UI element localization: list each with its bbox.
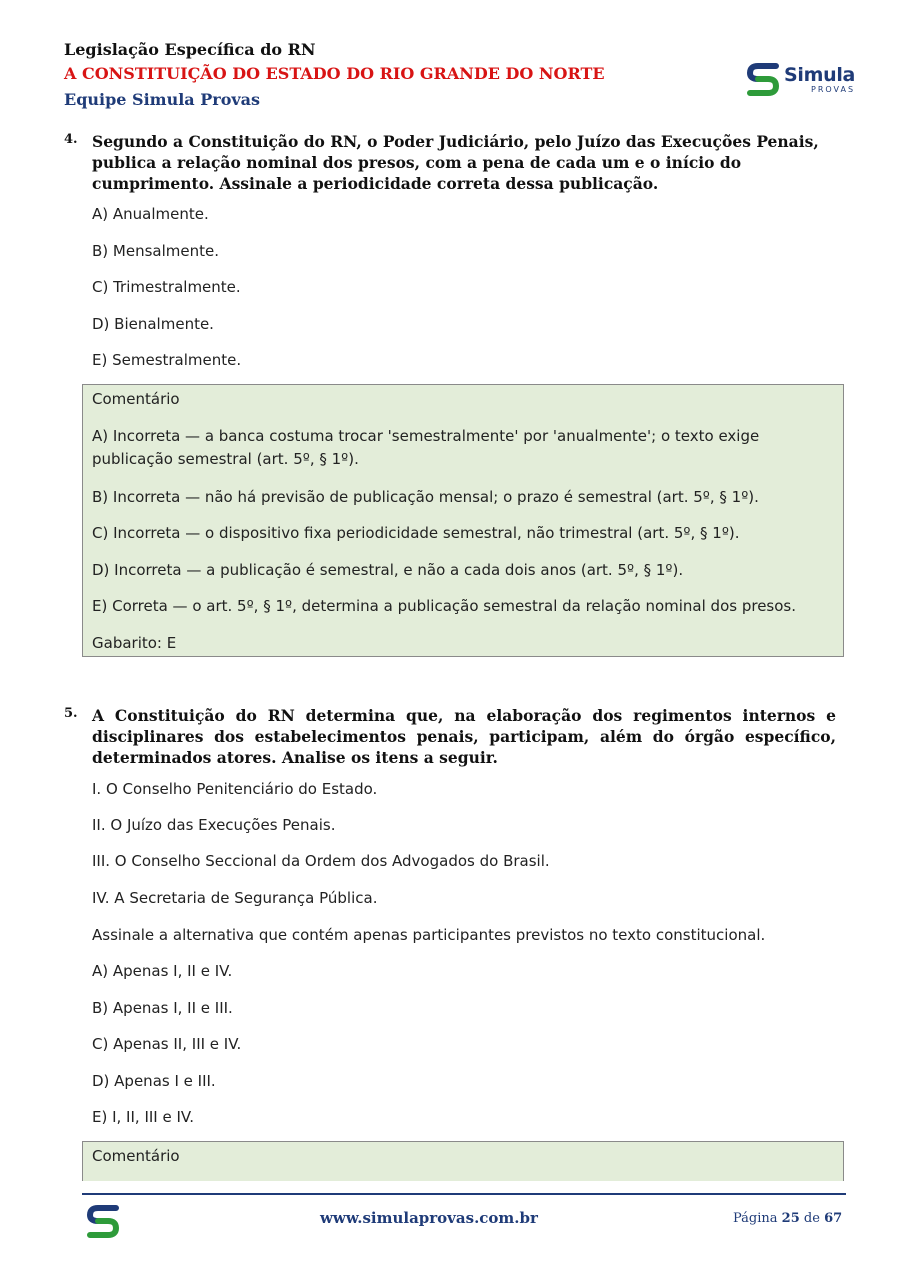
item-text: II. O Juízo das Execuções Penais. xyxy=(92,816,336,834)
q5-item-4 xyxy=(64,888,836,908)
document-title: A CONSTITUIÇÃO DO ESTADO DO RIO GRANDE DO NORTE xyxy=(64,64,605,83)
option-text: E) I, II, III e IV. xyxy=(92,1108,194,1126)
footer-website-link[interactable]: www.simulaprovas.com.br xyxy=(320,1209,538,1227)
item-text: IV. A Secretaria de Segurança Pública. xyxy=(92,889,378,907)
comment-line-a: A) Incorreta — a banca costuma trocar 'semestralmente' por 'anualmente'; o texto exige publicação semestral (art. 5º, § 1º). xyxy=(92,427,760,468)
question-stem: Segundo a Constituição do RN, o Poder Judiciário, pelo Juízo das Execuções Penais, publica a relação nominal dos presos, com a pena de cada um e o início do cumprimento. Assinale a periodicidade correta dessa publicação. xyxy=(92,132,819,193)
question-stem: A Constituição do RN determina que, na elaboração dos regimentos internos e disciplinares dos estabelecimentos penais, participam, além do órgão específico, determinados atores. Analise os itens a seguir. xyxy=(92,706,836,767)
comment-title: Comentário xyxy=(92,390,180,408)
q5-option-a xyxy=(64,961,836,981)
option-text: C) Apenas II, III e IV. xyxy=(92,1035,242,1053)
q5-option-d xyxy=(64,1071,836,1091)
comment-line-e: E) Correta — o art. 5º, § 1º, determina a publicação semestral da relação nominal dos presos. xyxy=(92,597,796,615)
q5-instruction xyxy=(64,925,836,945)
answer-key: Gabarito: E xyxy=(92,634,177,652)
simula-s-icon xyxy=(86,1203,120,1241)
q4-option-b xyxy=(64,241,836,261)
option-text: E) Semestralmente. xyxy=(92,351,242,369)
comment-line-d: D) Incorreta — a publicação é semestral, e não a cada dois anos (art. 5º, § 1º). xyxy=(92,561,684,579)
current-page: 25 xyxy=(781,1211,800,1226)
question-5 xyxy=(64,705,836,768)
comment-box-q5 xyxy=(82,1141,844,1181)
q5-item-1 xyxy=(64,779,836,799)
footer-logo xyxy=(86,1203,120,1245)
option-text: A) Apenas I, II e IV. xyxy=(92,962,233,980)
total-pages: 67 xyxy=(824,1211,843,1226)
q4-option-c xyxy=(64,277,836,297)
logo-name: Simula xyxy=(784,64,856,86)
q4-option-a xyxy=(64,204,836,224)
comment-line-b: B) Incorreta — não há previsão de publicação mensal; o prazo é semestral (art. 5º, § 1º). xyxy=(92,488,759,506)
option-text: D) Apenas I e III. xyxy=(92,1072,216,1090)
comment-title: Comentário xyxy=(92,1147,180,1165)
q5-option-e xyxy=(64,1107,836,1127)
q5-item-3 xyxy=(64,851,836,871)
question-number: 4. xyxy=(64,132,78,147)
simula-s-icon xyxy=(746,61,780,99)
option-text: C) Trimestralmente. xyxy=(92,278,241,296)
option-text: B) Mensalmente. xyxy=(92,242,219,260)
page-number xyxy=(733,1211,842,1226)
page-of: de xyxy=(803,1211,820,1226)
q5-option-c xyxy=(64,1034,836,1054)
page-label: Página xyxy=(733,1211,778,1226)
footer-divider xyxy=(82,1193,846,1195)
item-text: III. O Conselho Seccional da Ordem dos Advogados do Brasil. xyxy=(92,852,550,870)
logo-sub: PROVAS xyxy=(811,85,856,94)
page-header xyxy=(64,38,605,113)
q4-option-d xyxy=(64,314,836,334)
option-text: D) Bienalmente. xyxy=(92,315,214,333)
option-text: B) Apenas I, II e III. xyxy=(92,999,233,1017)
simula-logo xyxy=(746,61,855,99)
question-4 xyxy=(64,131,836,194)
item-text: I. O Conselho Penitenciário do Estado. xyxy=(92,780,378,798)
subject-title: Legislação Específica do RN xyxy=(64,40,316,59)
comment-line-c: C) Incorreta — o dispositivo fixa periodicidade semestral, não trimestral (art. 5º, § 1º). xyxy=(92,524,740,542)
question-number: 5. xyxy=(64,706,78,721)
q5-item-2 xyxy=(64,815,836,835)
instruction-text: Assinale a alternativa que contém apenas participantes previstos no texto constitucional. xyxy=(92,926,766,944)
q5-option-b xyxy=(64,998,836,1018)
comment-box-q4 xyxy=(82,384,844,657)
team-name: Equipe Simula Provas xyxy=(64,90,261,109)
q4-option-e xyxy=(64,350,836,370)
option-text: A) Anualmente. xyxy=(92,205,209,223)
